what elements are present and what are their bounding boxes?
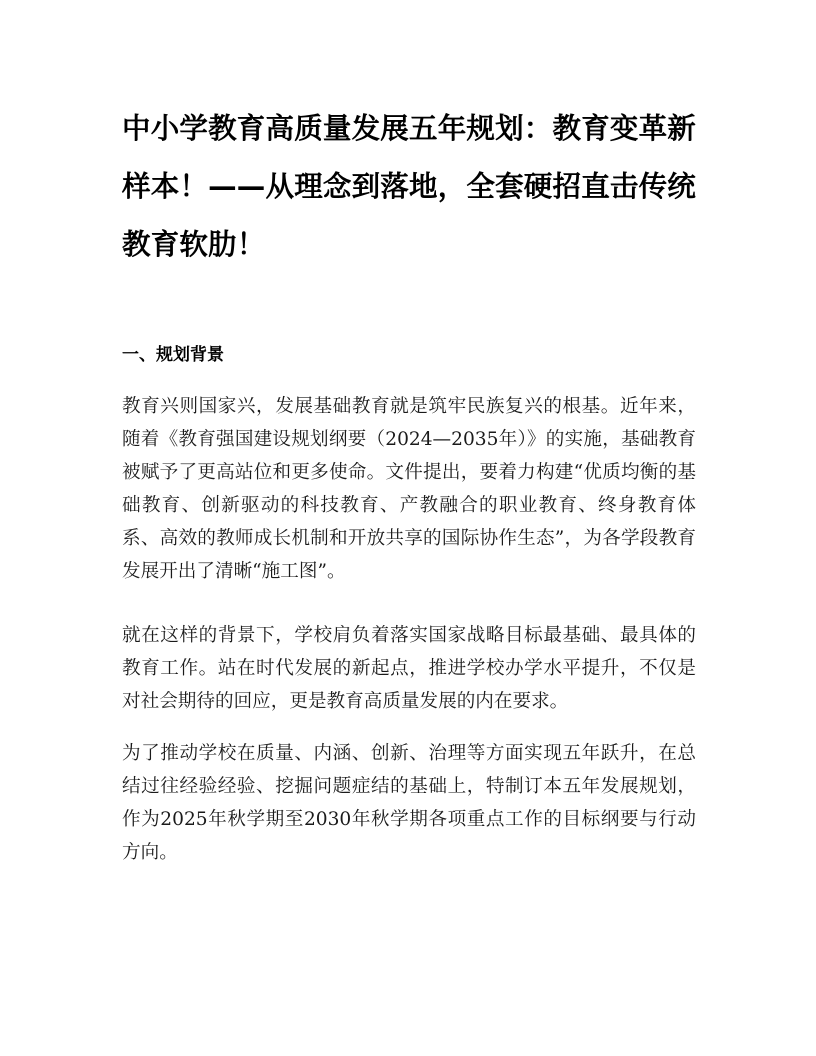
paragraph: 为了推动学校在质量、内涵、创新、治理等方面实现五年跃升，在总结过往经验经验、挖掘问题症结的基础上，特制订本五年发展规划，作为2025年秋学期至2030年秋学期各项重点工作的目标纲要与行动方向。 <box>122 743 696 863</box>
paragraph: 教育兴则国家兴，发展基础教育就是筑牢民族复兴的根基。近年来，随着《教育强国建设规划纲要（2024—2035年）》的实施，基础教育被赋予了更高站位和更多使命。文件提出，要着力构建“优质均衡的基础教育、创新驱动的科技教育、产教融合的职业教育、终身教育体系、高效的教师成长机制和开放共享的国际协作生态”，为各学段教育发展开出了清晰“施工图”。 <box>122 396 696 582</box>
section-heading-background: 一、规划背景 <box>122 345 224 365</box>
document-title: 中小学教育高质量发展五年规划：教育变革新样本！——从理念到落地，全套硬招直击传统教育软肋！ <box>122 112 697 261</box>
paragraph: 就在这样的背景下，学校肩负着落实国家战略目标最基础、最具体的教育工作。站在时代发展的新起点，推进学校办学水平提升，不仅是对社会期待的回应，更是教育高质量发展的内在要求。 <box>122 625 696 712</box>
